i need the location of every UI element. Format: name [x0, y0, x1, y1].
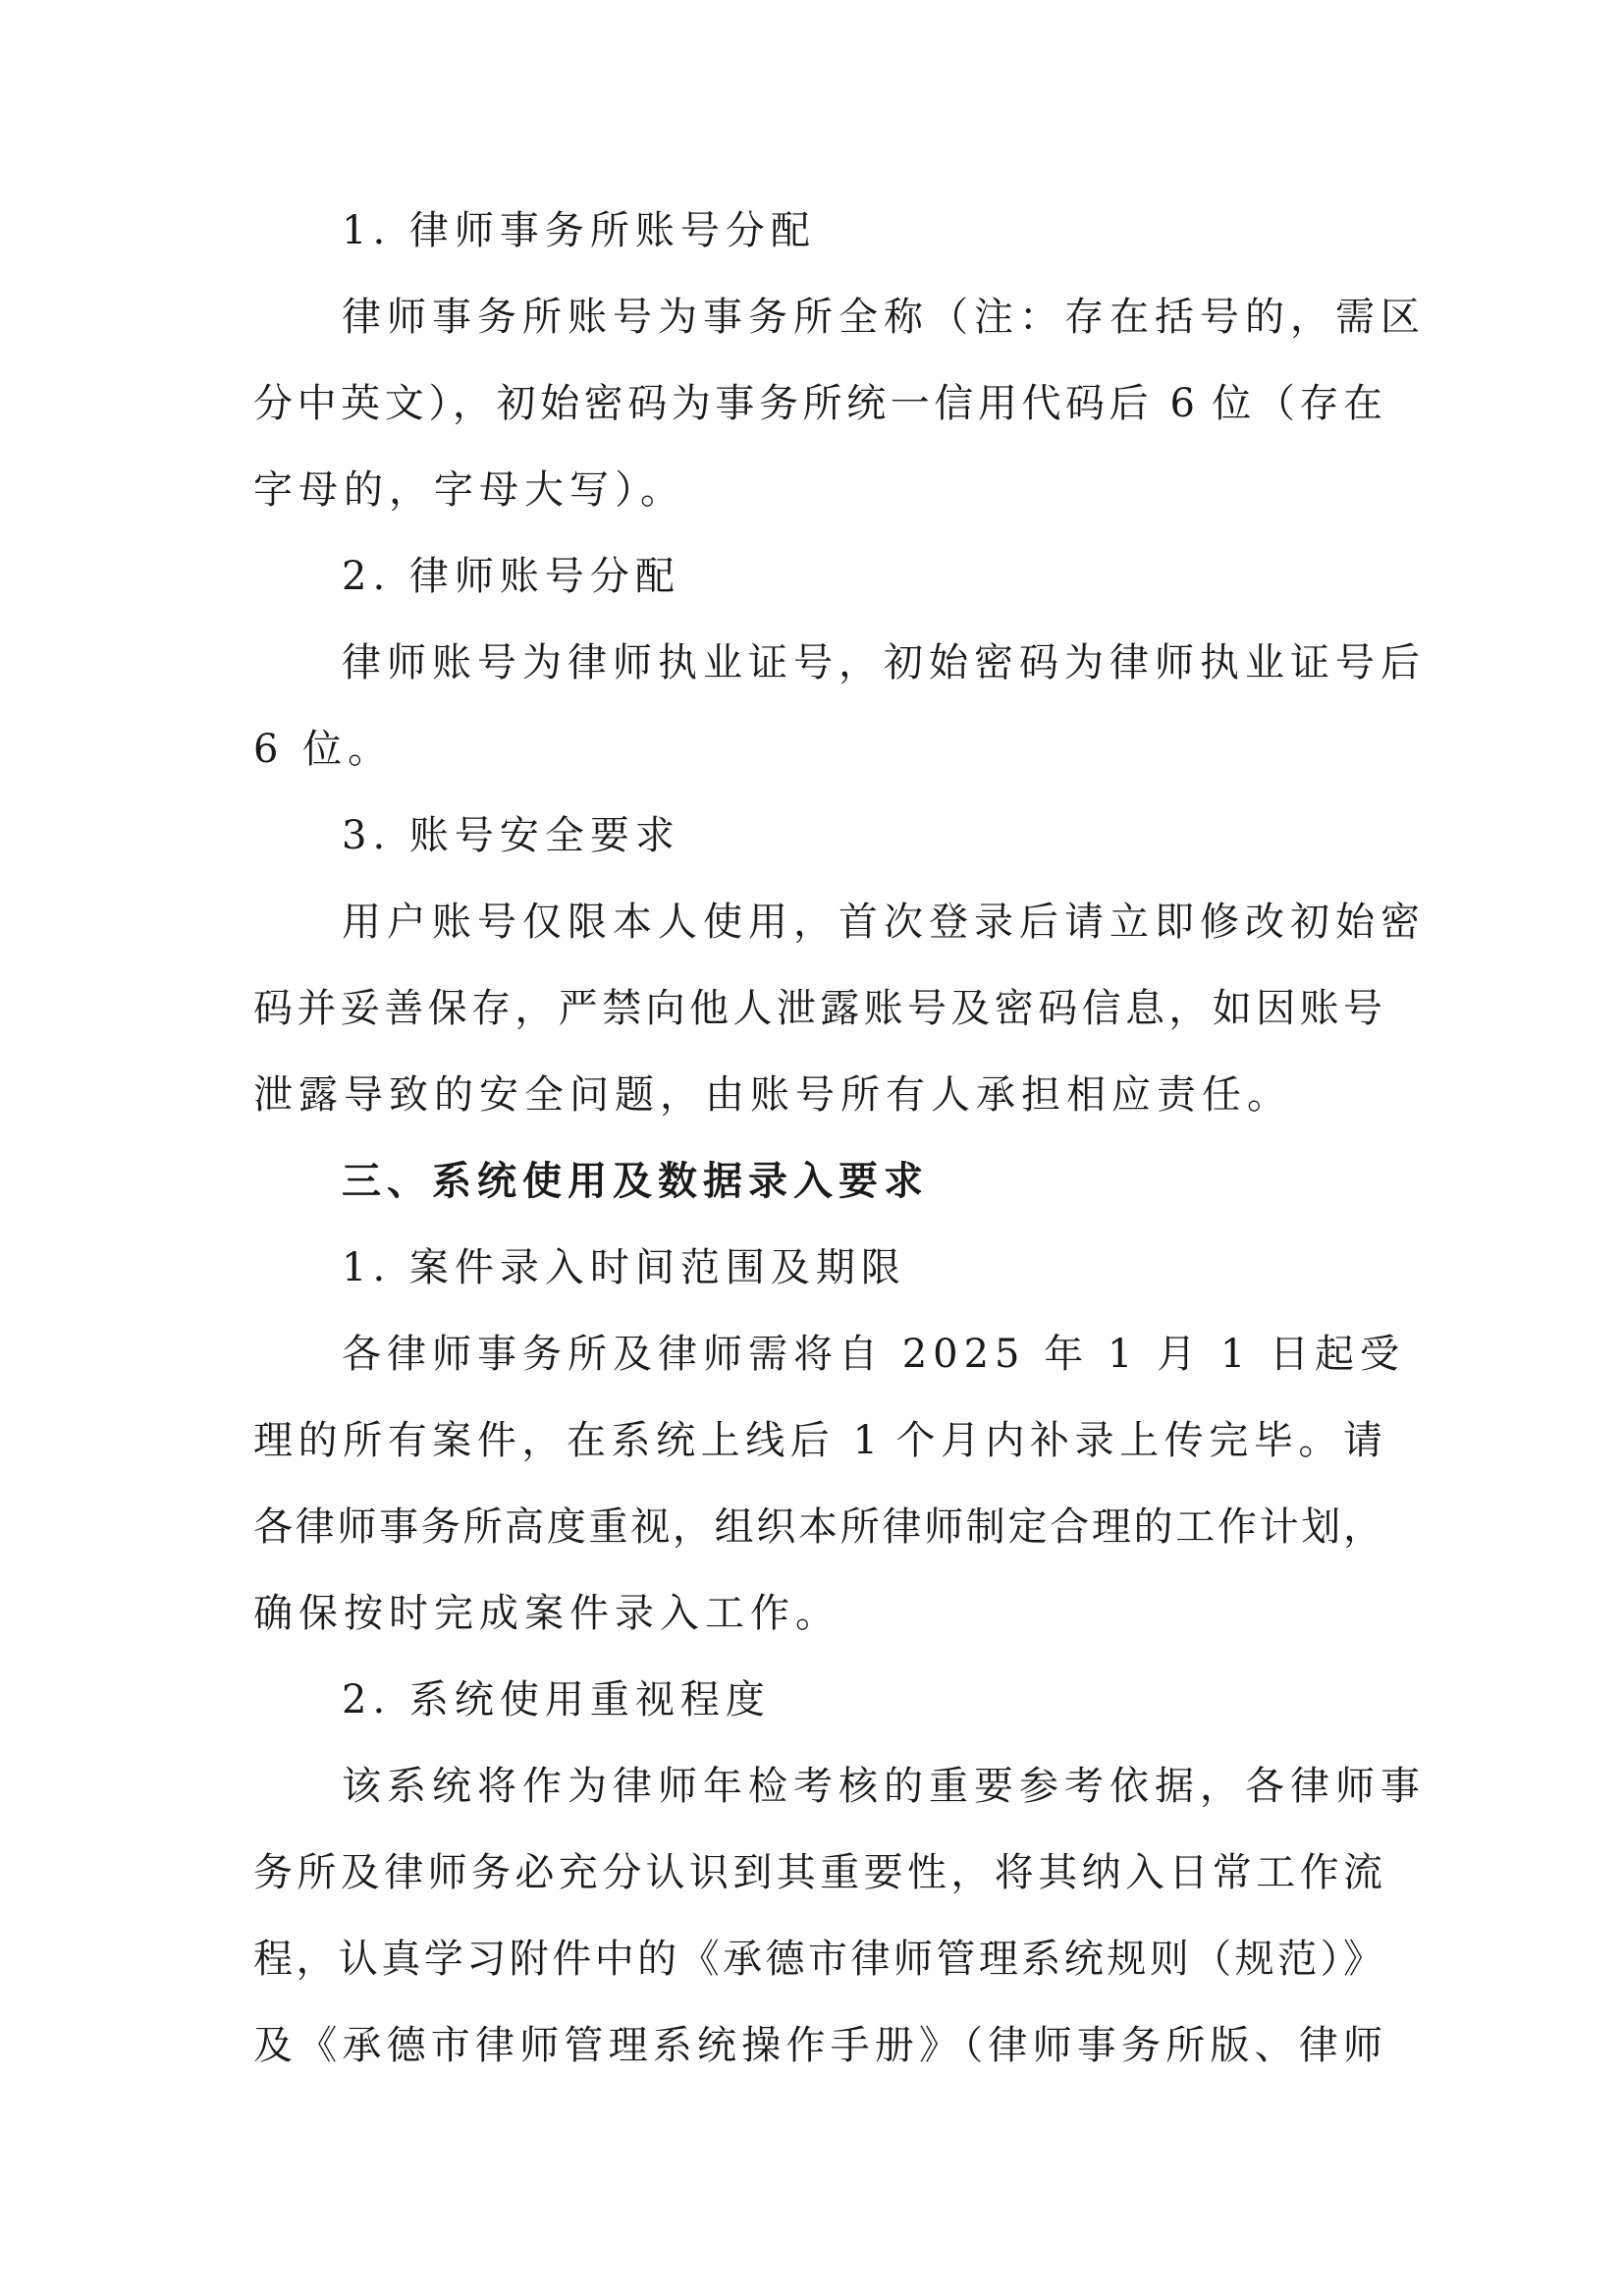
text-line: 1. 律师事务所账号分配 [342, 208, 816, 253]
text-line: 1. 案件录入时间范围及期限 [342, 1245, 906, 1290]
text-line: 码并妥善保存，严禁向他人泄露账号及密码信息，如因账号 [253, 986, 1382, 1031]
text-line: 字母的，字母大写）。 [253, 467, 685, 513]
text-line: 理的所有案件，在系统上线后 1 个月内补录上传完毕。请 [253, 1418, 1382, 1463]
text-line: 各律师事务所高度重视，组织本所律师制定合理的工作计划， [253, 1504, 1382, 1550]
text-line: 该系统将作为律师年检考核的重要参考依据，各律师事 [342, 1764, 1426, 1809]
text-line: 及《承德市律师管理系统操作手册》（律师事务所版、律师 [253, 2023, 1382, 2068]
text-line: 确保按时完成案件录入工作。 [253, 1591, 840, 1636]
text-line: 程，认真学习附件中的《承德市律师管理系统规则（规范）》 [253, 1937, 1382, 1982]
text-line: 3. 账号安全要求 [342, 813, 680, 858]
text-line: 用户账号仅限本人使用，首次登录后请立即修改初始密 [342, 900, 1426, 945]
text-line: 各律师事务所及律师需将自 2025 年 1 月 1 日起受 [342, 1332, 1405, 1377]
text-line: 2. 律师账号分配 [342, 554, 680, 599]
text-line: 务所及律师务必充分认识到其重要性，将其纳入日常工作流 [253, 1850, 1382, 1895]
text-line: 律师账号为律师执业证号，初始密码为律师执业证号后 [342, 640, 1426, 685]
text-line: 律师事务所账号为事务所全称（注：存在括号的，需区 [342, 295, 1426, 340]
text-line: 泄露导致的安全问题，由账号所有人承担相应责任。 [253, 1072, 1292, 1118]
text-line: 分中英文），初始密码为事务所统一信用代码后 6 位（存在 [253, 381, 1382, 426]
text-line: 6 位。 [253, 727, 394, 772]
text-line: 2. 系统使用重视程度 [342, 1677, 771, 1722]
section-heading: 三、系统使用及数据录入要求 [342, 1158, 929, 1204]
